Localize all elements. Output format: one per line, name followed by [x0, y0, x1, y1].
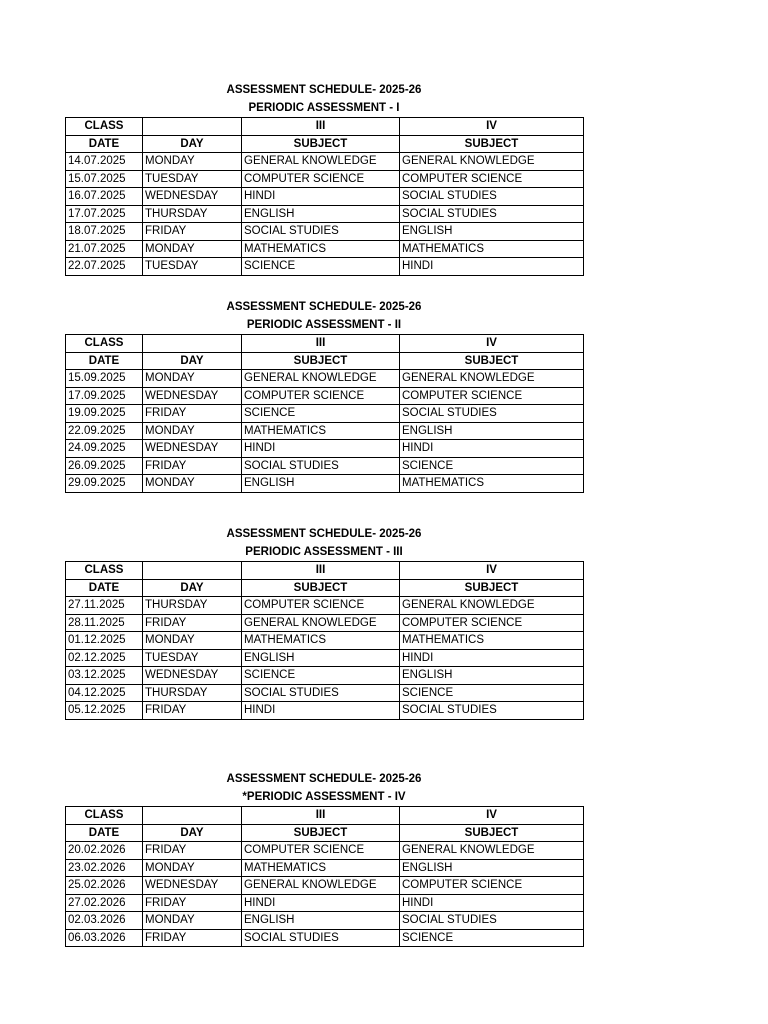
schedule-subtitle: *PERIODIC ASSESSMENT - IV [242, 791, 406, 803]
table-cell: THURSDAY [143, 205, 242, 223]
table-cell: 15.09.2025 [66, 370, 143, 388]
table-row [66, 205, 584, 223]
table-cell: SOCIAL STUDIES [242, 223, 400, 241]
table-cell: FRIDAY [143, 842, 242, 860]
table-cell: 22.09.2025 [66, 422, 143, 440]
table-cell: FRIDAY [143, 457, 242, 475]
schedule-subtitle: PERIODIC ASSESSMENT - II [246, 319, 402, 331]
table-row [66, 405, 584, 423]
column-header-row [66, 352, 584, 370]
table-row [66, 912, 584, 930]
table-cell: FRIDAY [143, 223, 242, 241]
class-header-row [66, 118, 584, 136]
table-cell: III [242, 807, 400, 825]
schedule-title: ASSESSMENT SCHEDULE- 2025-26 [226, 84, 422, 96]
table-cell: III [242, 335, 400, 353]
table-cell: GENERAL KNOWLEDGE [242, 370, 400, 388]
table-cell: HINDI [242, 440, 400, 458]
table-row [66, 475, 584, 493]
table-cell: IV [400, 562, 584, 580]
table-cell: WEDNESDAY [143, 188, 242, 206]
table-cell: 14.07.2025 [66, 153, 143, 171]
table-cell: 27.11.2025 [66, 597, 143, 615]
table-cell: MATHEMATICS [400, 632, 584, 650]
table-cell: SOCIAL STUDIES [400, 702, 584, 720]
table-cell: COMPUTER SCIENCE [242, 842, 400, 860]
table-cell: HINDI [242, 188, 400, 206]
column-header-row [66, 135, 584, 153]
table-cell: HINDI [400, 440, 584, 458]
table-cell: DATE [66, 579, 143, 597]
table-cell: GENERAL KNOWLEDGE [400, 153, 584, 171]
table-cell: IV [400, 807, 584, 825]
table-row [66, 614, 584, 632]
table-cell: IV [400, 335, 584, 353]
schedule-subtitle: PERIODIC ASSESSMENT - III [245, 546, 403, 558]
table-cell: SOCIAL STUDIES [400, 205, 584, 223]
table-row [66, 649, 584, 667]
table-cell: SCIENCE [242, 405, 400, 423]
table-cell: DAY [143, 824, 242, 842]
table-row [66, 188, 584, 206]
table-cell: SUBJECT [400, 135, 584, 153]
table-cell: III [242, 562, 400, 580]
table-cell [143, 335, 242, 353]
table-cell: 19.09.2025 [66, 405, 143, 423]
table-cell: 04.12.2025 [66, 684, 143, 702]
table-cell: 03.12.2025 [66, 667, 143, 685]
table-cell: SOCIAL STUDIES [242, 457, 400, 475]
table-cell: GENERAL KNOWLEDGE [242, 153, 400, 171]
table-cell: GENERAL KNOWLEDGE [242, 877, 400, 895]
table-cell: MONDAY [143, 370, 242, 388]
table-cell: MONDAY [143, 240, 242, 258]
column-header-row [66, 824, 584, 842]
table-cell: DATE [66, 135, 143, 153]
table-row [66, 170, 584, 188]
table-cell: MATHEMATICS [400, 240, 584, 258]
table-cell: COMPUTER SCIENCE [242, 387, 400, 405]
table-cell [143, 562, 242, 580]
table-cell: SOCIAL STUDIES [400, 188, 584, 206]
table-row [66, 842, 584, 860]
table-cell: 15.07.2025 [66, 170, 143, 188]
table-cell: MATHEMATICS [242, 859, 400, 877]
table-cell: FRIDAY [143, 929, 242, 947]
schedule-block-2 [65, 298, 583, 493]
table-cell: ENGLISH [242, 912, 400, 930]
table-cell: 29.09.2025 [66, 475, 143, 493]
schedule-title: ASSESSMENT SCHEDULE- 2025-26 [226, 301, 422, 313]
table-cell [143, 807, 242, 825]
table-cell: 21.07.2025 [66, 240, 143, 258]
table-cell: CLASS [66, 118, 143, 136]
table-cell: 16.07.2025 [66, 188, 143, 206]
table-cell: DAY [143, 135, 242, 153]
table-cell: TUESDAY [143, 170, 242, 188]
table-cell: MONDAY [143, 153, 242, 171]
table-cell: 05.12.2025 [66, 702, 143, 720]
table-cell: SCIENCE [242, 258, 400, 276]
table-cell: DAY [143, 579, 242, 597]
table-cell: IV [400, 118, 584, 136]
schedule-table [65, 117, 584, 276]
table-row [66, 440, 584, 458]
table-cell: COMPUTER SCIENCE [400, 387, 584, 405]
table-row [66, 223, 584, 241]
table-cell: 23.02.2026 [66, 859, 143, 877]
table-row [66, 422, 584, 440]
table-cell: FRIDAY [143, 702, 242, 720]
table-cell: FRIDAY [143, 894, 242, 912]
table-cell: THURSDAY [143, 684, 242, 702]
table-cell: SUBJECT [400, 824, 584, 842]
schedule-table [65, 334, 584, 493]
table-cell: TUESDAY [143, 258, 242, 276]
schedule-table [65, 561, 584, 720]
table-row [66, 387, 584, 405]
table-cell: GENERAL KNOWLEDGE [400, 370, 584, 388]
table-cell: TUESDAY [143, 649, 242, 667]
table-row [66, 894, 584, 912]
table-cell: 18.07.2025 [66, 223, 143, 241]
table-cell: SCIENCE [400, 684, 584, 702]
table-cell: MONDAY [143, 632, 242, 650]
table-cell: MATHEMATICS [242, 240, 400, 258]
table-row [66, 240, 584, 258]
table-cell: GENERAL KNOWLEDGE [242, 614, 400, 632]
table-cell: SUBJECT [242, 352, 400, 370]
table-cell: SUBJECT [242, 135, 400, 153]
schedule-title: ASSESSMENT SCHEDULE- 2025-26 [226, 773, 422, 785]
schedule-title: ASSESSMENT SCHEDULE- 2025-26 [226, 528, 422, 540]
table-cell: 22.07.2025 [66, 258, 143, 276]
table-cell: WEDNESDAY [143, 387, 242, 405]
table-cell: 26.09.2025 [66, 457, 143, 475]
schedule-block-1 [65, 81, 583, 276]
table-row [66, 457, 584, 475]
table-cell: 25.02.2026 [66, 877, 143, 895]
table-cell: FRIDAY [143, 405, 242, 423]
table-cell: ENGLISH [242, 205, 400, 223]
table-cell: HINDI [400, 894, 584, 912]
table-cell: GENERAL KNOWLEDGE [400, 597, 584, 615]
table-cell: III [242, 118, 400, 136]
class-header-row [66, 335, 584, 353]
table-cell: 02.03.2026 [66, 912, 143, 930]
table-cell: COMPUTER SCIENCE [242, 597, 400, 615]
table-cell: SOCIAL STUDIES [400, 405, 584, 423]
table-cell: HINDI [242, 894, 400, 912]
table-row [66, 258, 584, 276]
table-cell: 28.11.2025 [66, 614, 143, 632]
table-cell: 17.09.2025 [66, 387, 143, 405]
table-cell: ENGLISH [400, 422, 584, 440]
table-cell: MONDAY [143, 475, 242, 493]
table-cell: ENGLISH [242, 649, 400, 667]
table-cell: DATE [66, 824, 143, 842]
table-cell: DATE [66, 352, 143, 370]
table-cell: MATHEMATICS [400, 475, 584, 493]
table-row [66, 632, 584, 650]
table-cell: 02.12.2025 [66, 649, 143, 667]
table-cell: 20.02.2026 [66, 842, 143, 860]
table-cell: COMPUTER SCIENCE [400, 170, 584, 188]
column-header-row [66, 579, 584, 597]
table-row [66, 684, 584, 702]
schedule-block-3 [65, 525, 583, 720]
table-row [66, 877, 584, 895]
table-cell: SCIENCE [242, 667, 400, 685]
table-cell: MATHEMATICS [242, 632, 400, 650]
table-cell: MONDAY [143, 912, 242, 930]
table-cell: SUBJECT [242, 824, 400, 842]
table-row [66, 929, 584, 947]
table-cell: MONDAY [143, 422, 242, 440]
table-cell: ENGLISH [400, 859, 584, 877]
table-cell: 17.07.2025 [66, 205, 143, 223]
class-header-row [66, 562, 584, 580]
table-cell: SOCIAL STUDIES [242, 684, 400, 702]
table-row [66, 153, 584, 171]
table-cell: ENGLISH [400, 223, 584, 241]
table-cell: 24.09.2025 [66, 440, 143, 458]
table-row [66, 667, 584, 685]
table-cell: SCIENCE [400, 457, 584, 475]
table-cell [143, 118, 242, 136]
table-row [66, 859, 584, 877]
table-cell: GENERAL KNOWLEDGE [400, 842, 584, 860]
table-row [66, 597, 584, 615]
table-cell: ENGLISH [400, 667, 584, 685]
table-cell: CLASS [66, 807, 143, 825]
table-cell: MATHEMATICS [242, 422, 400, 440]
table-cell: MONDAY [143, 859, 242, 877]
table-cell: WEDNESDAY [143, 877, 242, 895]
schedule-table [65, 806, 584, 947]
table-cell: ENGLISH [242, 475, 400, 493]
table-cell: 06.03.2026 [66, 929, 143, 947]
table-cell: 27.02.2026 [66, 894, 143, 912]
table-cell: SCIENCE [400, 929, 584, 947]
table-cell: SOCIAL STUDIES [400, 912, 584, 930]
table-cell: DAY [143, 352, 242, 370]
table-cell: SUBJECT [242, 579, 400, 597]
table-cell: FRIDAY [143, 614, 242, 632]
table-row [66, 702, 584, 720]
table-cell: WEDNESDAY [143, 440, 242, 458]
table-cell: SOCIAL STUDIES [242, 929, 400, 947]
table-cell: HINDI [400, 649, 584, 667]
table-cell: COMPUTER SCIENCE [400, 614, 584, 632]
table-cell: CLASS [66, 562, 143, 580]
class-header-row [66, 807, 584, 825]
table-cell: 01.12.2025 [66, 632, 143, 650]
table-cell: COMPUTER SCIENCE [400, 877, 584, 895]
table-cell: SUBJECT [400, 579, 584, 597]
table-cell: SUBJECT [400, 352, 584, 370]
table-row [66, 370, 584, 388]
table-cell: WEDNESDAY [143, 667, 242, 685]
table-cell: HINDI [400, 258, 584, 276]
table-cell: CLASS [66, 335, 143, 353]
table-cell: THURSDAY [143, 597, 242, 615]
schedule-block-4 [65, 770, 583, 947]
schedule-subtitle: PERIODIC ASSESSMENT - I [248, 102, 400, 114]
table-cell: COMPUTER SCIENCE [242, 170, 400, 188]
table-cell: HINDI [242, 702, 400, 720]
